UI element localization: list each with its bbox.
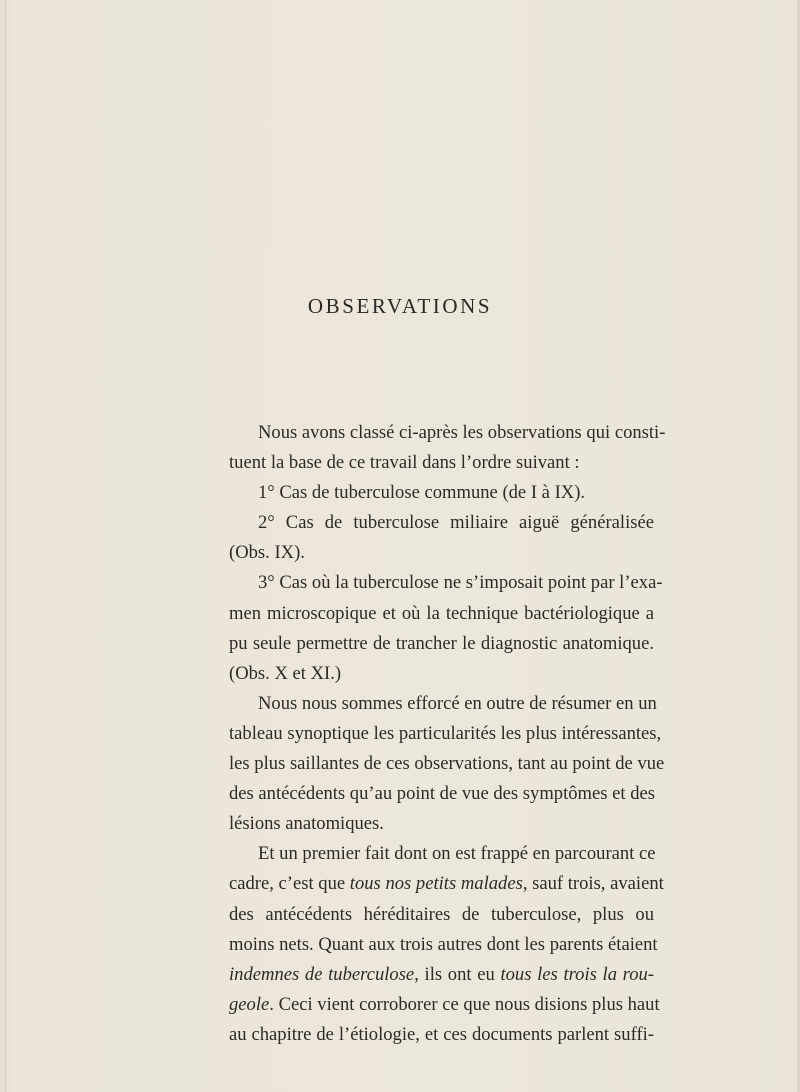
text-segment: Nous nous sommes efforcé en outre de résumer en un <box>258 692 657 714</box>
text-line <box>229 930 658 960</box>
text-segment: tableau synoptique les particularités les plus intéressantes, <box>229 722 662 744</box>
text-segment: moins nets. Quant aux trois autres dont les parents étaient <box>229 933 658 955</box>
text-line <box>229 1020 654 1050</box>
page-heading: OBSERVATIONS <box>307 294 493 318</box>
text-segment: , sauf trois, avaient <box>522 873 664 895</box>
text-segment: les plus saillantes de ces observations, tant au point de vue <box>229 753 665 775</box>
text-segment: 1° Cas de tuberculose commune (de I à IX). <box>258 482 586 504</box>
text-line <box>229 629 654 659</box>
text-line <box>229 719 662 749</box>
text-segment: , ils ont eu <box>414 963 501 985</box>
text-segment: des antécédents héréditaires de tuberculose, plus ou <box>229 903 654 925</box>
text-segment: men microscopique et où la technique bactériologique a <box>229 602 654 624</box>
text-segment: cadre, c’est que <box>229 873 350 895</box>
text-segment: Et un premier fait dont on est frappé en parcourant ce <box>258 843 656 865</box>
text-line <box>229 749 665 779</box>
italic-text: geole <box>229 993 270 1015</box>
text-segment: 2° Cas de tuberculose miliaire aiguë généralisée <box>258 512 654 534</box>
text-segment: . Ceci vient corroborer ce que nous disions plus haut <box>269 993 660 1015</box>
text-line <box>229 448 654 478</box>
italic-text: indemnes de tuberculose <box>229 963 415 985</box>
text-segment: des antécédents qu’au point de vue des symptômes et des <box>229 783 655 805</box>
text-segment: 3° Cas où la tuberculose ne s’imposait point par l’exa- <box>258 572 663 594</box>
text-line <box>229 809 654 839</box>
page-gutter-shadow <box>5 0 6 1092</box>
text-line <box>229 900 654 930</box>
text-line <box>229 689 657 719</box>
text-line <box>229 418 666 448</box>
text-segment: tuent la base de ce travail dans l’ordre suivant : <box>229 452 580 474</box>
text-segment: Nous avons classé ci-après les observations qui consti- <box>258 422 666 443</box>
text-line <box>229 869 664 899</box>
text-line <box>229 538 654 568</box>
text-segment: au chapitre de l’étiologie, et ces documents parlent suffi- <box>229 1023 654 1045</box>
text-line <box>229 779 654 809</box>
text-line <box>229 478 654 508</box>
text-line <box>229 990 660 1020</box>
body-text <box>229 418 666 1050</box>
text-segment: (Obs. IX). <box>229 542 305 564</box>
text-segment: (Obs. X et XI.) <box>229 662 342 684</box>
text-line <box>229 960 654 990</box>
text-line <box>229 508 654 538</box>
text-segment: pu seule permettre de trancher le diagnostic anatomique. <box>229 632 654 654</box>
text-line <box>229 599 654 629</box>
italic-text: tous les trois la rou- <box>500 963 654 985</box>
text-line <box>229 659 654 689</box>
text-line <box>229 568 663 598</box>
text-line <box>229 839 654 869</box>
text-segment: lésions anatomiques. <box>229 813 384 835</box>
italic-text: tous nos petits malades <box>349 873 523 895</box>
